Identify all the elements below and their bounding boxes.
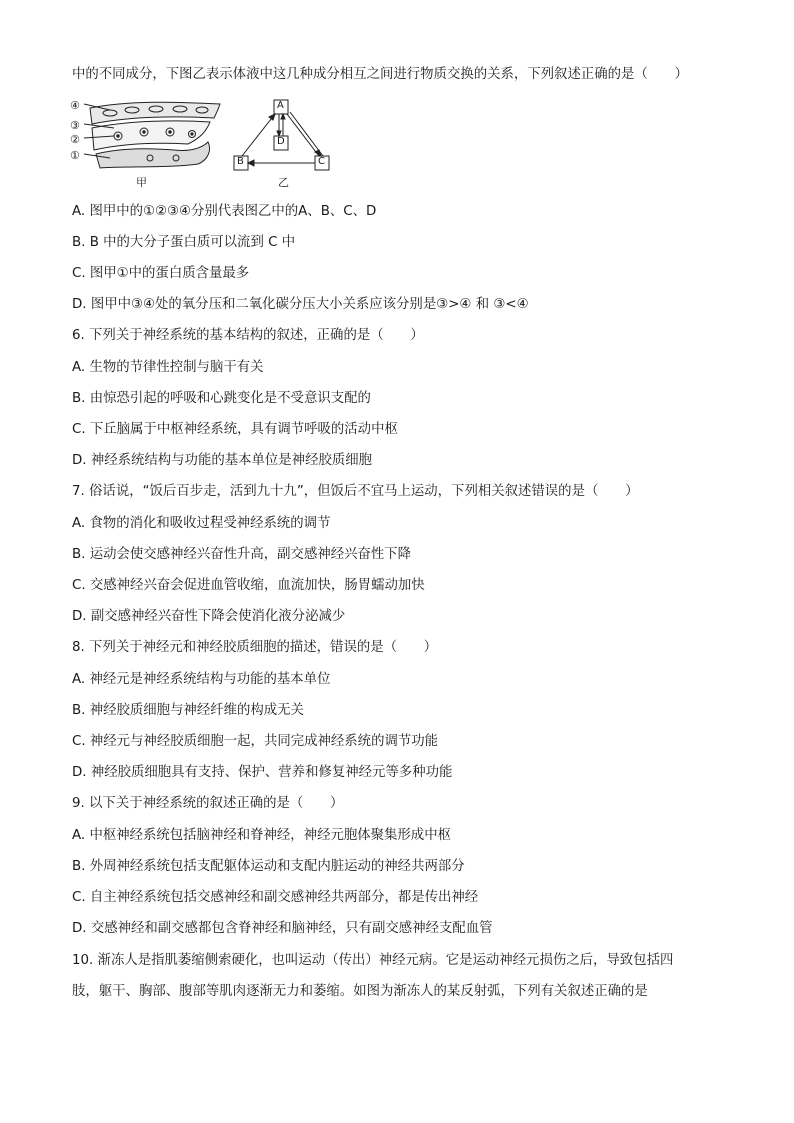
caption-jia: 甲 (136, 176, 147, 189)
q5-option-a: A. 图甲中的①②③④分别代表图乙中的A、B、C、D (72, 204, 377, 219)
q6-option-d: D. 神经系统结构与功能的基本单位是神经胶质细胞 (72, 453, 373, 468)
q10-stem-line2: 肢，躯干、胸部、腹部等肌肉逐渐无力和萎缩。如图为渐冻人的某反射弧，下列有关叙述正确的是 (72, 984, 648, 999)
q9-option-a: A. 中枢神经系统包括脑神经和脊神经，神经元胞体聚集形成中枢 (72, 828, 451, 843)
figure-jia-yi (70, 98, 370, 194)
q5-option-d: D. 图甲中③④处的氧分压和二氧化碳分压大小关系应该分别是③>④ 和 ③<④ (72, 297, 529, 312)
q8-option-d: D. 神经胶质细胞具有支持、保护、营养和修复神经元等多种功能 (72, 765, 453, 780)
q8-option-b: B. 神经胶质细胞与神经纤维的构成无关 (72, 703, 304, 718)
q6-option-c: C. 下丘脑属于中枢神经系统，具有调节呼吸的活动中枢 (72, 422, 398, 437)
node-a-label: A (277, 100, 284, 111)
q7-option-d: D. 副交感神经兴奋性下降会使消化液分泌减少 (72, 609, 346, 624)
q8-stem: 8. 下列关于神经元和神经胶质细胞的描述，错误的是（ ） (72, 640, 438, 655)
figure-jia (84, 102, 220, 168)
q7-option-c: C. 交感神经兴奋会促进血管收缩，血流加快，肠胃蠕动加快 (72, 578, 425, 593)
node-b-label: B (237, 156, 244, 167)
caption-yi: 乙 (278, 176, 289, 189)
marker-2: ② (70, 133, 80, 146)
q10-stem-line1: 10. 渐冻人是指肌萎缩侧索硬化，也叫运动（传出）神经元病。它是运动神经元损伤之后，导致包括四 (72, 953, 674, 968)
q9-stem: 9. 以下关于神经系统的叙述正确的是（ ） (72, 796, 344, 811)
q6-option-a: A. 生物的节律性控制与脑干有关 (72, 360, 264, 375)
q5-option-c: C. 图甲①中的蛋白质含量最多 (72, 266, 250, 281)
marker-3: ③ (70, 119, 80, 132)
q9-option-c: C. 自主神经系统包括交感神经和副交感神经共两部分，都是传出神经 (72, 890, 479, 905)
q7-stem: 7. 俗话说，“饭后百步走，活到九十九”，但饭后不宜马上运动，下列相关叙述错误的是（ ） (72, 484, 639, 499)
q7-option-a: A. 食物的消化和吸收过程受神经系统的调节 (72, 516, 331, 531)
node-c-label: C (318, 156, 325, 167)
q6-stem: 6. 下列关于神经系统的基本结构的叙述，正确的是（ ） (72, 328, 424, 343)
marker-4: ④ (70, 99, 80, 112)
q5-option-b: B. B 中的大分子蛋白质可以流到 C 中 (72, 235, 296, 250)
figure-diagram (70, 98, 370, 190)
node-d-label: D (277, 136, 285, 147)
q7-option-b: B. 运动会使交感神经兴奋性升高，副交感神经兴奋性下降 (72, 547, 412, 562)
q9-option-d: D. 交感神经和副交感都包含脊神经和脑神经，只有副交感神经支配血管 (72, 921, 493, 936)
q5-stem-continued: 中的不同成分，下图乙表示体液中这几种成分相互之间进行物质交换的关系，下列叙述正确的是（ ） (72, 67, 688, 82)
q8-option-a: A. 神经元是神经系统结构与功能的基本单位 (72, 672, 331, 687)
q8-option-c: C. 神经元与神经胶质细胞一起，共同完成神经系统的调节功能 (72, 734, 439, 749)
q9-option-b: B. 外周神经系统包括支配躯体运动和支配内脏运动的神经共两部分 (72, 859, 465, 874)
q6-option-b: B. 由惊恐引起的呼吸和心跳变化是不受意识支配的 (72, 391, 371, 406)
marker-1: ① (70, 149, 80, 162)
